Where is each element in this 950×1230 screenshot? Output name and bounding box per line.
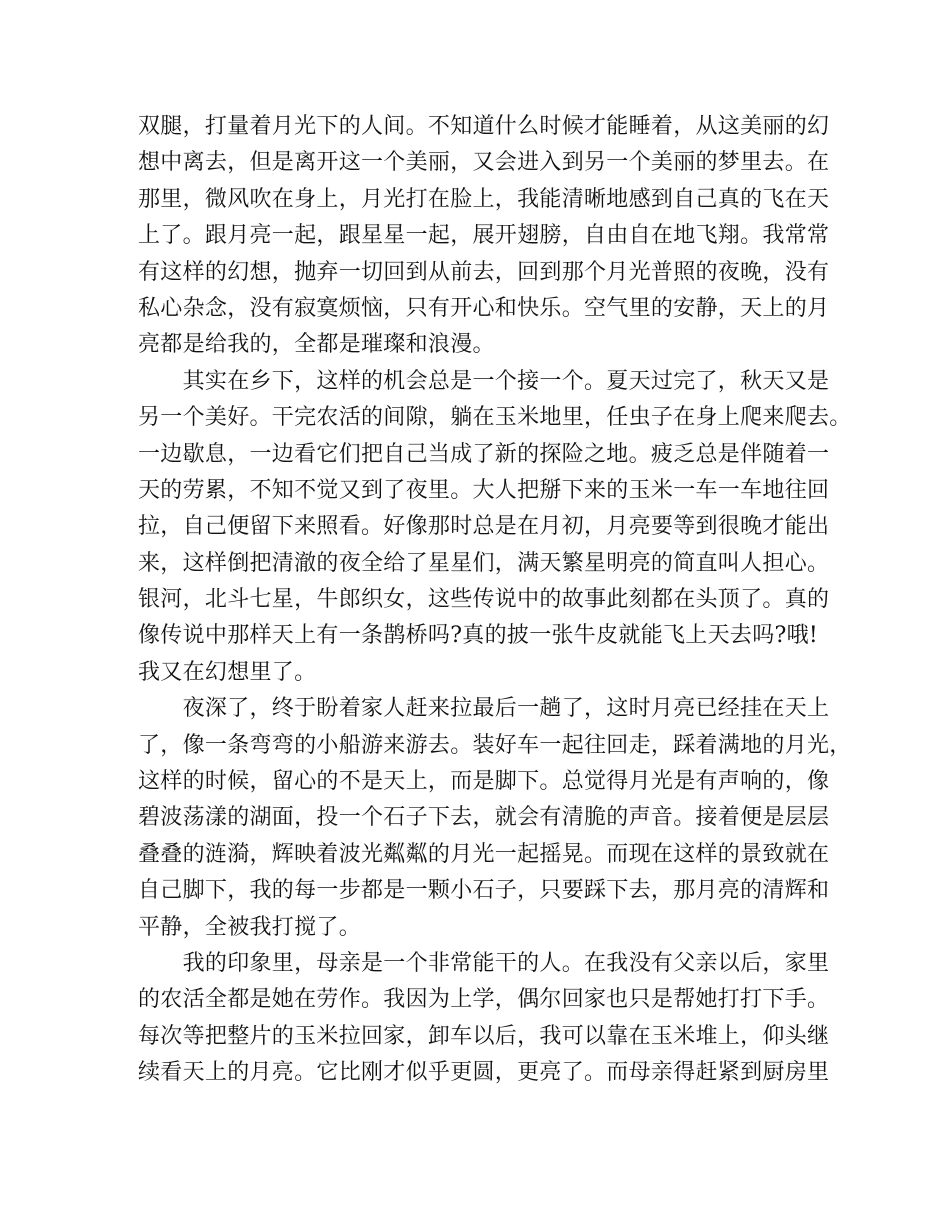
text-line: 这样的时候，留心的不是天上，而是脚下。总觉得月光是有声响的，像	[138, 769, 830, 795]
text-line: 上了。跟月亮一起，跟星星一起，展开翅膀，自由自在地飞翔。我常常	[138, 223, 830, 249]
text-line: 银河，北斗七星，牛郎织女，这些传说中的故事此刻都在头顶了。真的	[138, 587, 830, 613]
text-line: 拉，自己便留下来照看。好像那时总是在月初，月亮要等到很晚才能出	[138, 514, 830, 540]
text-line: 一边歇息，一边看它们把自己当成了新的探险之地。疲乏总是伴随着一	[138, 441, 830, 467]
paragraph-1	[138, 109, 828, 364]
text-line: 来，这样倒把清澈的夜全给了星星们，满天繁星明亮的简直叫人担心。	[138, 550, 830, 576]
text-line: 了，像一条弯弯的小船游来游去。装好车一起往回走，踩着满地的月光，	[138, 732, 852, 758]
text-line: 想中离去，但是离开这一个美丽，又会进入到另一个美丽的梦里去。在	[138, 150, 830, 176]
text-line: 我又在幻想里了。	[138, 659, 317, 685]
text-line: 自己脚下，我的每一步都是一颗小石子，只要踩下去，那月亮的清辉和	[138, 878, 830, 904]
text-line: 我的印象里，母亲是一个非常能干的人。在我没有父亲以后，家里	[138, 950, 830, 976]
paragraph-4	[138, 946, 828, 1092]
text-line: 亮都是给我的，全都是璀璨和浪漫。	[138, 332, 495, 358]
text-line: 其实在乡下，这样的机会总是一个接一个。夏天过完了，秋天又是	[138, 368, 830, 394]
text-line: 每次等把整片的玉米拉回家，卸车以后，我可以靠在玉米堆上，仰头继	[138, 1023, 830, 1049]
text-line: 碧波荡漾的湖面，投一个石子下去，就会有清脆的声音。接着便是层层	[138, 805, 830, 831]
text-line: 的农活全都是她在劳作。我因为上学，偶尔回家也只是帮她打打下手。	[138, 987, 830, 1013]
text-line: 夜深了，终于盼着家人赶来拉最后一趟了，这时月亮已经挂在天上	[138, 696, 830, 722]
text-line: 叠叠的涟漪，辉映着波光粼粼的月光一起摇晃。而现在这样的景致就在	[138, 841, 830, 867]
text-line: 有这样的幻想，抛弃一切回到从前去，回到那个月光普照的夜晚，没有	[138, 259, 830, 285]
paragraph-2	[138, 364, 852, 692]
paragraph-3	[138, 691, 852, 946]
text-line: 私心杂念，没有寂寞烦恼，只有开心和快乐。空气里的安静，天上的月	[138, 295, 830, 321]
text-line: 那里，微风吹在身上，月光打在脸上，我能清晰地感到自己真的飞在天	[138, 186, 830, 212]
body-text	[138, 109, 852, 1092]
text-line: 平静，全被我打搅了。	[138, 914, 362, 940]
text-line: 双腿，打量着月光下的人间。不知道什么时候才能睡着，从这美丽的幻	[138, 114, 830, 139]
text-line: 另一个美好。干完农活的间隙，躺在玉米地里，任虫子在身上爬来爬去。	[138, 405, 852, 431]
text-line: 天的劳累，不知不觉又到了夜里。大人把掰下来的玉米一车一车地往回	[138, 477, 830, 503]
text-line: 像传说中那样天上有一条鹊桥吗?真的披一张牛皮就能飞上天去吗?哦!	[138, 623, 819, 649]
text-line: 续看天上的月亮。它比刚才似乎更圆，更亮了。而母亲得赶紧到厨房里	[138, 1060, 830, 1086]
